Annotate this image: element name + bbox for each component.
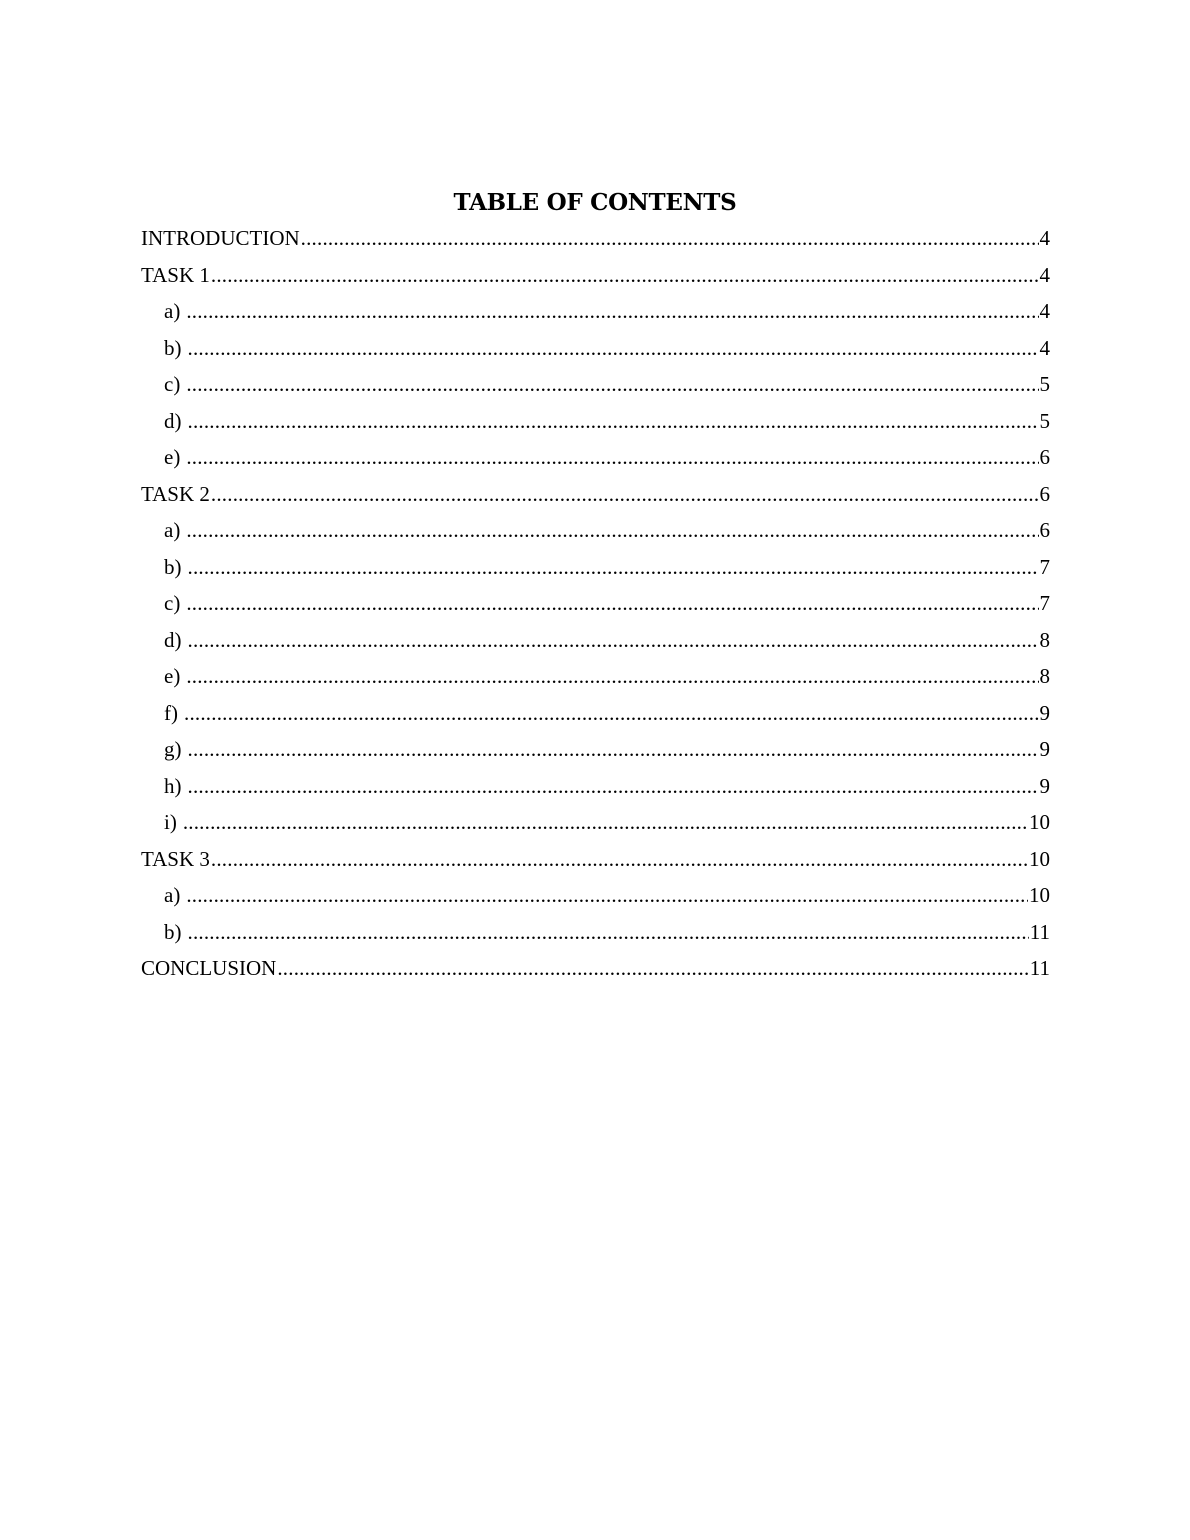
toc-entry-label: c) [164,372,181,396]
toc-entry-task-3-a[interactable] [141,877,1050,914]
toc-page-number: 4 [1039,262,1050,287]
toc-dot-leader [188,768,1039,805]
toc-entry-task-2-c[interactable] [141,585,1050,622]
toc-entry-task-2-d[interactable] [141,622,1050,659]
toc-page-number: 4 [1039,299,1050,323]
toc-entry-label: e) [164,664,181,688]
toc-dot-leader [186,585,1038,622]
toc-dot-leader [186,293,1038,330]
toc-page-number: 7 [1039,591,1050,615]
toc-page-number: 10 [1029,883,1050,907]
toc-page-number: 9 [1039,737,1050,761]
toc-page-number: 6 [1039,445,1050,469]
toc-entry-introduction[interactable] [141,220,1050,257]
toc-entry-task-2-h[interactable] [141,768,1050,805]
toc-dot-leader [211,841,1028,878]
toc-entry-label: i) [164,810,177,834]
toc-list [141,220,1050,987]
toc-entry-label: e) [164,445,181,469]
toc-dot-leader [186,512,1038,549]
toc-entry-task-3[interactable] [141,841,1050,878]
toc-entry-task-2-f[interactable] [141,695,1050,732]
toc-dot-leader [211,257,1039,294]
toc-entry-label: TASK 3 [141,846,210,871]
toc-entry-label: c) [164,591,181,615]
toc-dot-leader [186,877,1028,914]
toc-page-number: 10 [1029,810,1050,834]
toc-entry-task-1-a[interactable] [141,293,1050,330]
toc-dot-leader [211,476,1039,513]
toc-page-number: 6 [1039,518,1050,542]
toc-dot-leader [186,658,1038,695]
toc-dot-leader [183,804,1028,841]
toc-entry-task-3-b[interactable] [141,914,1050,951]
toc-page-number: 5 [1039,372,1050,396]
toc-dot-leader [188,549,1039,586]
toc-entry-task-1[interactable] [141,257,1050,294]
toc-entry-task-2-b[interactable] [141,549,1050,586]
toc-page-number: 8 [1039,664,1050,688]
toc-entry-task-2-g[interactable] [141,731,1050,768]
toc-entry-label: INTRODUCTION [141,226,300,250]
toc-entry-task-1-c[interactable] [141,366,1050,403]
toc-page-number: 4 [1039,226,1050,250]
toc-page-number: 9 [1039,700,1050,725]
toc-page-number: 11 [1029,956,1050,980]
toc-page-number: 11 [1029,919,1050,944]
toc-entry-label: g) [164,737,182,761]
toc-entry-label: d) [164,408,182,433]
toc-entry-label: f) [164,700,178,725]
toc-entry-task-1-d[interactable] [141,403,1050,440]
toc-entry-task-1-e[interactable] [141,439,1050,476]
toc-dot-leader [186,439,1038,476]
toc-dot-leader [186,366,1038,403]
toc-dot-leader [184,695,1039,732]
toc-page-number: 5 [1039,408,1050,433]
toc-page-number: 4 [1039,335,1050,360]
toc-entry-label: a) [164,518,181,542]
toc-entry-label: TASK 2 [141,481,210,506]
toc-page-number: 8 [1039,627,1050,652]
toc-entry-task-2-e[interactable] [141,658,1050,695]
toc-entry-label: h) [164,773,182,798]
toc-dot-leader [277,950,1028,987]
toc-dot-leader [188,403,1039,440]
toc-entry-label: TASK 1 [141,262,210,287]
toc-entry-label: b) [164,919,182,944]
toc-entry-label: CONCLUSION [141,956,277,980]
toc-title: TABLE OF CONTENTS [453,189,737,216]
toc-entry-label: d) [164,627,182,652]
toc-entry-task-1-b[interactable] [141,330,1050,367]
toc-page-number: 7 [1039,554,1050,579]
toc-entry-task-2[interactable] [141,476,1050,513]
toc-entry-label: b) [164,554,182,579]
toc-entry-conclusion[interactable] [141,950,1050,987]
toc-page-number: 6 [1039,481,1050,506]
toc-dot-leader [301,220,1039,257]
toc-page-number: 10 [1029,846,1050,871]
toc-dot-leader [188,622,1039,659]
toc-dot-leader [188,731,1039,768]
toc-page-number: 9 [1039,773,1050,798]
toc-entry-label: a) [164,299,181,323]
toc-dot-leader [188,330,1039,367]
toc-entry-label: b) [164,335,182,360]
toc-entry-task-2-i[interactable] [141,804,1050,841]
toc-dot-leader [188,914,1029,951]
toc-entry-task-2-a[interactable] [141,512,1050,549]
toc-entry-label: a) [164,883,181,907]
